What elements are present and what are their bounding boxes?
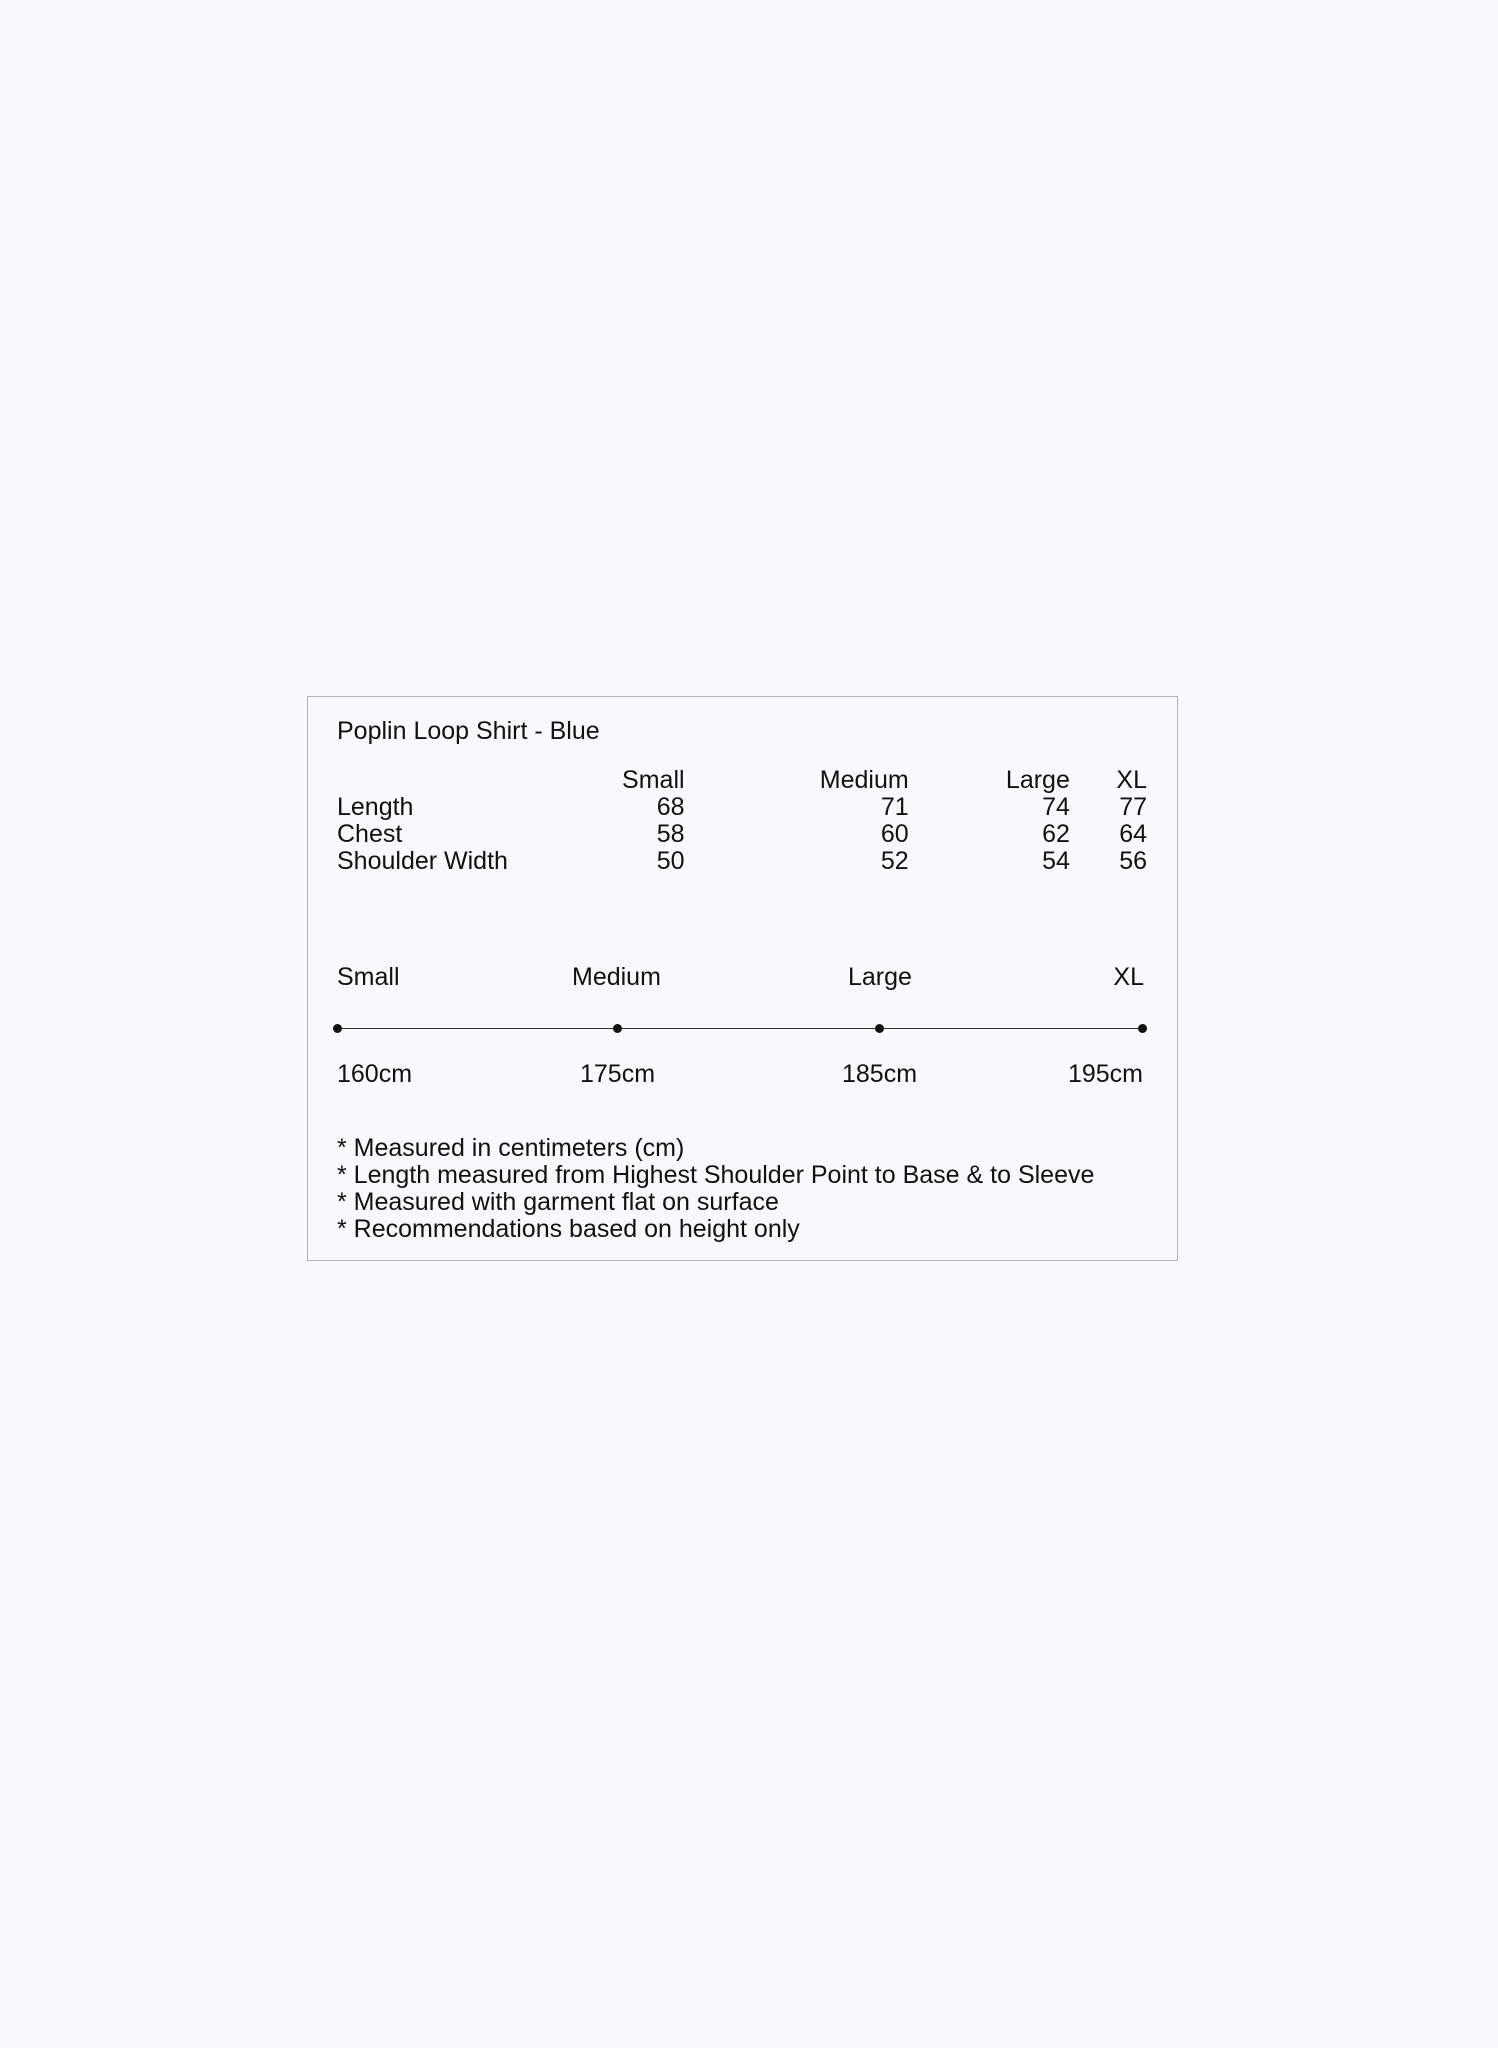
height-marker-small <box>333 1024 342 1033</box>
height-marker-medium <box>613 1024 622 1033</box>
height-size-medium: Medium <box>572 963 661 991</box>
size-guide-card <box>307 696 1178 1261</box>
column-header-large: Large <box>1005 766 1070 794</box>
measurement-notes <box>337 1135 1094 1243</box>
height-marker-large <box>875 1024 884 1033</box>
table-cell: 77 <box>1119 793 1147 821</box>
size-table <box>337 767 1147 875</box>
height-value-large: 185cm <box>842 1060 918 1088</box>
table-cell: 74 <box>1042 793 1070 821</box>
note-item: * Measured in centimeters (cm) <box>337 1134 685 1162</box>
height-value-medium: 175cm <box>580 1060 656 1088</box>
column-header-small: Small <box>622 766 685 794</box>
note-item: * Recommendations based on height only <box>337 1215 800 1243</box>
product-title: Poplin Loop Shirt - Blue <box>337 717 600 745</box>
size-table-header-row <box>337 767 1147 794</box>
height-marker-xl <box>1138 1024 1147 1033</box>
table-row <box>337 821 1147 848</box>
height-value-small: 160cm <box>337 1060 413 1088</box>
table-cell: 71 <box>880 793 909 821</box>
row-label-length: Length <box>337 793 414 821</box>
table-cell: 68 <box>656 793 685 821</box>
row-label-chest: Chest <box>337 820 403 848</box>
table-cell: 50 <box>656 847 685 875</box>
table-row <box>337 794 1147 821</box>
column-header-medium: Medium <box>819 766 909 794</box>
table-cell: 60 <box>880 820 909 848</box>
height-size-small: Small <box>337 963 400 991</box>
table-cell: 58 <box>656 820 685 848</box>
table-cell: 52 <box>880 847 909 875</box>
column-header-xl: XL <box>1116 766 1147 794</box>
size-table-corner <box>337 767 527 794</box>
table-row <box>337 848 1147 875</box>
table-cell: 54 <box>1042 847 1070 875</box>
note-item: * Measured with garment flat on surface <box>337 1188 779 1216</box>
height-size-large: Large <box>848 963 912 991</box>
table-cell: 56 <box>1119 847 1147 875</box>
row-label-shoulder-width: Shoulder Width <box>337 847 508 875</box>
table-cell: 64 <box>1119 820 1147 848</box>
height-value-xl: 195cm <box>1067 1060 1143 1088</box>
height-scale-line <box>337 1028 1144 1029</box>
height-size-xl: XL <box>1113 963 1144 991</box>
table-cell: 62 <box>1042 820 1070 848</box>
note-item: * Length measured from Highest Shoulder Point to Base & to Sleeve <box>337 1161 1095 1189</box>
